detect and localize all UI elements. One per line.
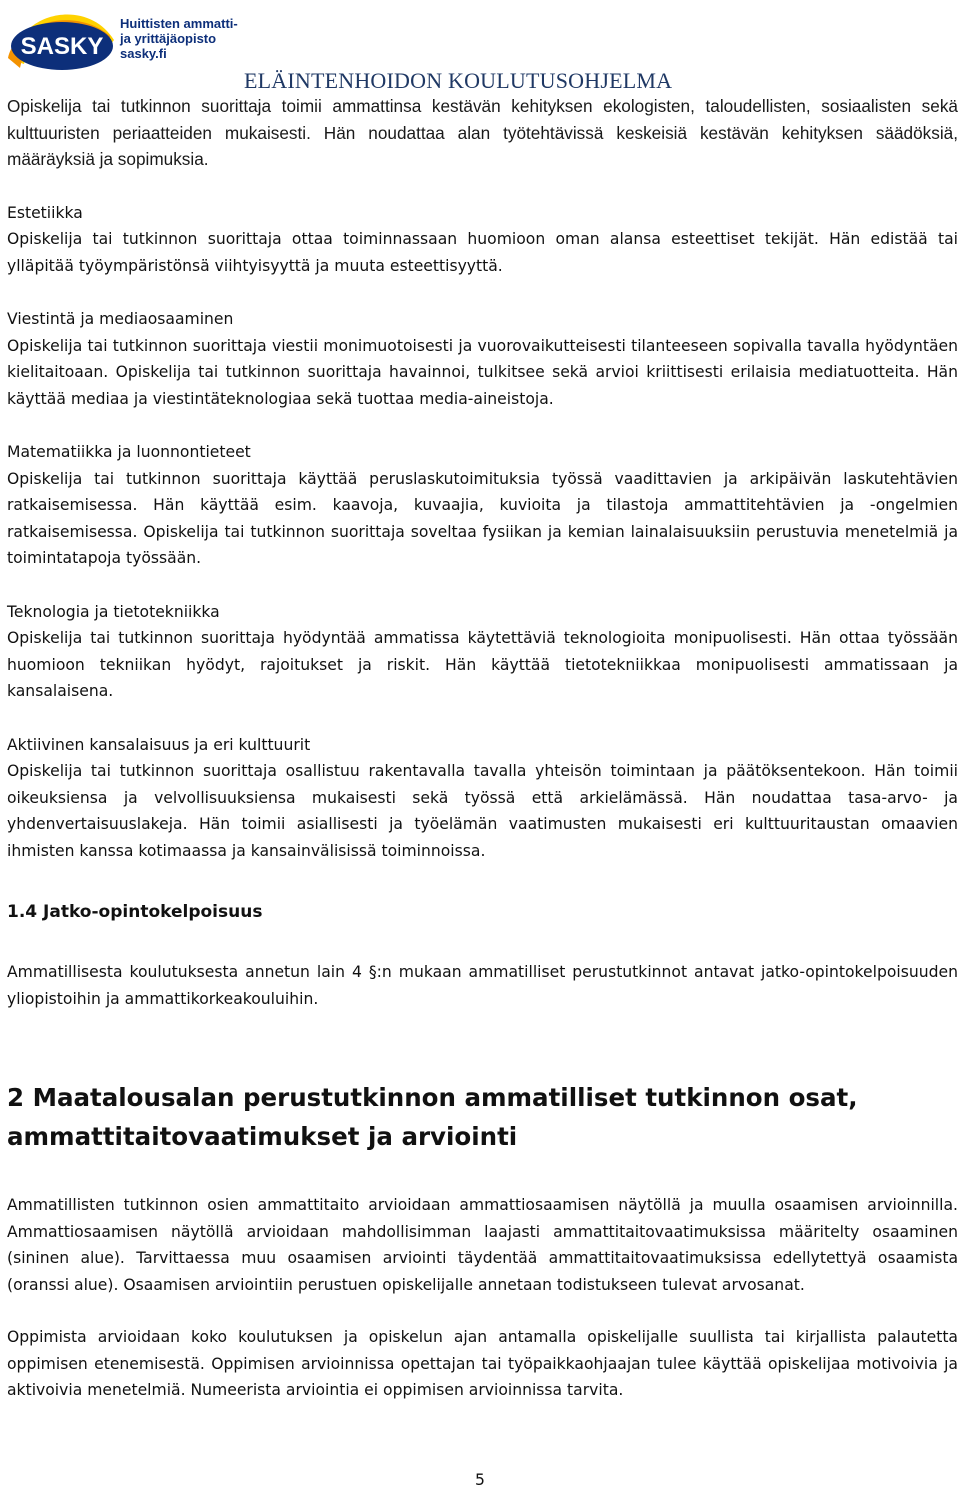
intro-paragraph: Opiskelija tai tutkinnon suorittaja toimii ammattinsa kestävän kehityksen ekologisten, taloudellisten, sosiaalisten sekä kulttuuristen periaatteiden mukaisesti. Hän noudattaa alan työtehtävissä keskeisiä kestävän kehityksen säädöksiä, määräyksiä ja sopimuksia.: [7, 96, 958, 169]
section-title: Aktiivinen kansalaisuus ja eri kulttuurit: [7, 735, 311, 754]
program-title: ELÄINTENHOIDON KOULUTUSOHJELMA: [244, 68, 673, 93]
logo-line-2: ja yrittäjäopisto: [120, 31, 217, 46]
page-number: 5: [475, 1471, 485, 1489]
page-content: [7, 93, 958, 1404]
section-title: Viestintä ja mediaosaaminen: [7, 310, 234, 328]
logo-line-3: sasky.fi: [120, 46, 167, 61]
section-teknologia: [7, 599, 958, 705]
chapter-2-paragraph-1: Ammatillisten tutkinnon osien ammattitaito arvioidaan ammattiosaamisen näytöllä ja muulla osaamisen arvioinnilla. Ammattiosaamisen näytöllä arvioidaan mahdollisimman laajasti ammattitaitovaatimuksissa määritelty osaaminen (sininen alue). Tarvittaessa muu osaamisen arviointi täydentää ammattitaitovaatimuksissa edellytettyä osaamista (oranssi alue). Osaamisen arviointiin perustuen opiskelijalle annetaan todistukseen tulevat arvosanat.: [7, 1196, 958, 1294]
paragraph-jatko-opinto: Ammatillisesta koulutuksesta annetun lain 4 §:n mukaan ammatilliset perustutkinnot antavat jatko-opintokelpoisuuden yliopistoihin ja ammattikorkeakouluihin.: [7, 963, 958, 1008]
chapter-2-heading: 2 Maatalousalan perustutkinnon ammatilliset tutkinnon osat, ammattitaitovaatimukset ja arviointi: [7, 1083, 858, 1151]
section-text: Opiskelija tai tutkinnon suorittaja ottaa toiminnassaan huomioon oman alansa esteettiset tekijät. Hän edistää tai ylläpitää työympäristönsä viihtyisyyttä ja muuta esteettisyyttä.: [7, 230, 958, 275]
section-text: Opiskelija tai tutkinnon suorittaja hyödyntää ammatissa käytettäviä teknologioita monipuolisesti. Hän ottaa työssään huomioon tekniikan hyödyt, rajoitukset ja riskit. Hän käyttää tietotekniikkaa monipuolisesti ammatissaan ja kansalaisena.: [7, 629, 958, 700]
logo-caption: [120, 16, 238, 61]
logo-brand-text: SASKY: [20, 33, 104, 60]
section-title: Matematiikka ja luonnontieteet: [7, 443, 251, 461]
sasky-logo: [6, 2, 246, 80]
section-text: Opiskelija tai tutkinnon suorittaja osallistuu rakentavalla tavalla yhteisön toimintaan ja päätöksentekoon. Hän toimii oikeuksiensa ja velvollisuuksiensa mukaisesti sekä työssä että arkielämässä. Hän noudattaa tasa-arvo- ja yhdenvertaisuuslakeja. Hän toimii asiallisesti ja työelämän vaatimusten mukaisesti eri kulttuuritaustan omaavien ihmisten kanssa kotimaassa ja kansainvälisissä toiminnoissa.: [7, 762, 958, 860]
logo-line-1: Huittisten ammatti-: [120, 16, 238, 31]
section-estetiikka: [7, 200, 958, 280]
chapter-2-paragraph-2: Oppimista arvioidaan koko koulutuksen ja opiskelun ajan antamalla opiskelijalle suullista tai kirjallista palautetta oppimisen etenemisestä. Oppimisen arvioinnissa opettajan tai työpaikkaohjaajan tulee käyttää opiskelijaa motivoivia ja aktivoivia menetelmiä. Numeerista arviointia ei oppimisen arvioinnissa tarvita.: [7, 1328, 958, 1399]
section-title: Teknologia ja tietotekniikka: [7, 602, 220, 621]
section-kansalaisuus: [7, 732, 958, 865]
section-text: Opiskelija tai tutkinnon suorittaja viestii monimuotoisesti ja vuorovaikutteisesti tilanteeseen sopivalla tavalla hyödyntäen kielitaitoaan. Opiskelija tai tutkinnon suorittaja havainnoi, tulkitsee sekä arvioi kriittisesti erilaisia mediatuotteita. Hän käyttää mediaa ja viestintäteknologiaa sekä tuottaa media-aineistoja.: [7, 336, 958, 408]
section-text: Opiskelija tai tutkinnon suorittaja käyttää peruslaskutoimituksia työssä vaadittavien ja arkipäivän laskutehtävien ratkaisemisessa. Hän käyttää esim. kaavoja, kuvaajia, kuvioita ja tilastoja ammattitehtävien ja -ongelmien ratkaisemisessa. Opiskelija tai tutkinnon suorittaja soveltaa fysiikan ja kemian lainalaisuuksiin perustuvia menetelmiä ja toimintatapoja työssään.: [7, 469, 958, 567]
section-title: Estetiikka: [7, 203, 83, 222]
heading-1-4: 1.4 Jatko-opintokelpoisuus: [7, 902, 263, 922]
section-matematiikka: [7, 439, 958, 572]
section-viestinta: [7, 306, 958, 412]
